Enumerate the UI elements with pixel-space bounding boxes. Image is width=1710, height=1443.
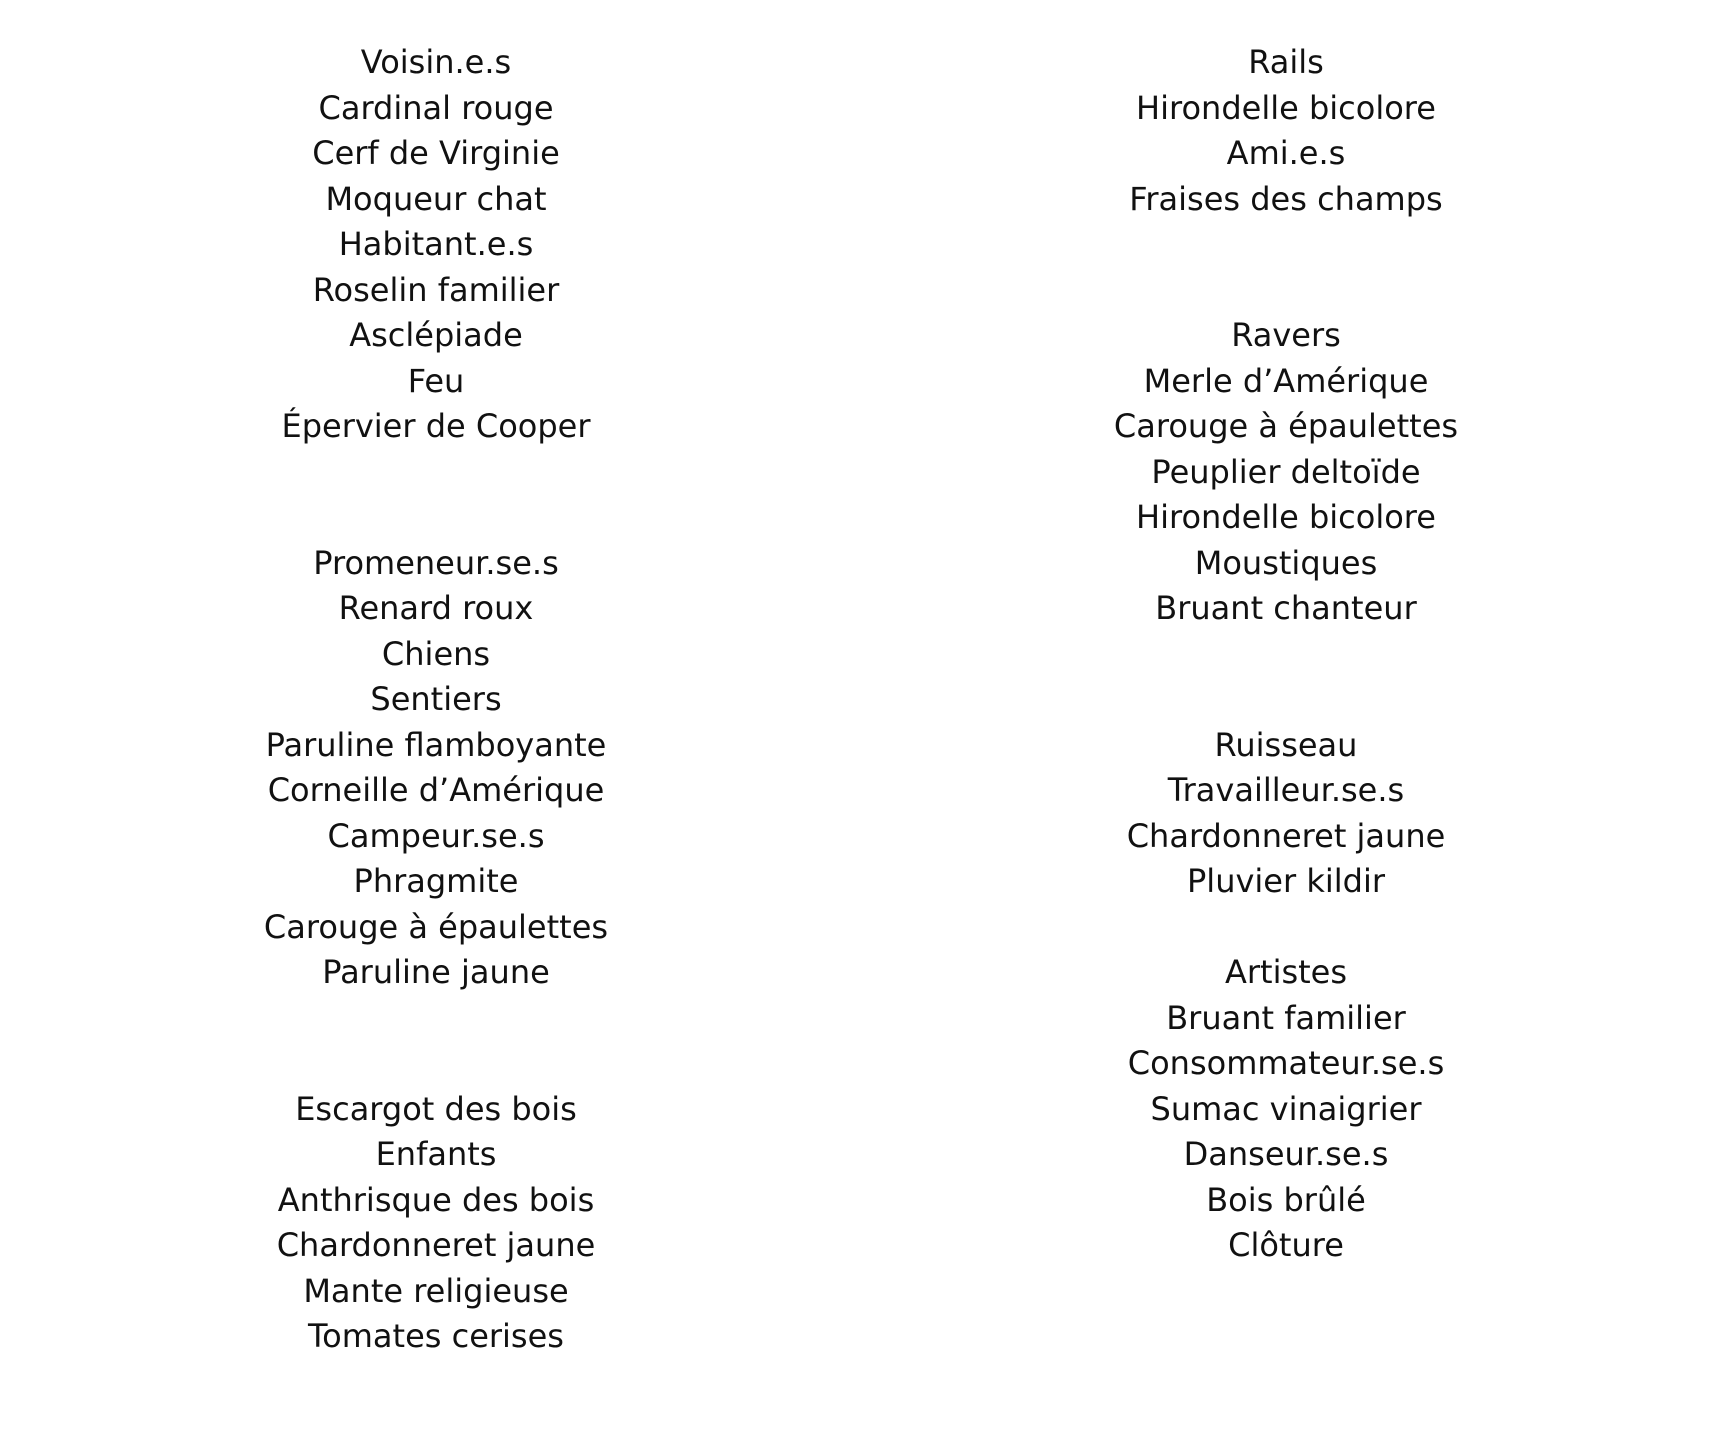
list-item: Peuplier deltoïde (1151, 452, 1421, 491)
list-item: Chardonneret jaune (1126, 816, 1446, 855)
group-spacer (986, 905, 1586, 951)
list-item: Anthrisque des bois (277, 1180, 595, 1219)
list-item: Tomates cerises (308, 1317, 564, 1355)
group-spacer (136, 450, 736, 541)
list-item: Phragmite (353, 862, 519, 900)
left-column (136, 40, 736, 1360)
list-item: Moqueur chat (325, 179, 547, 218)
list-item: Campeur.se.s (327, 816, 545, 855)
list-item: Clôture (1228, 1226, 1344, 1264)
list-item: Merle d’Amérique (1143, 361, 1429, 400)
list-item: Moustiques (1194, 543, 1378, 582)
list-item: Fraises des champs (1129, 179, 1443, 218)
list-item: Roselin familier (312, 270, 560, 309)
list-item: Hirondelle bicolore (1136, 498, 1436, 536)
list-item: Consommateur.se.s (1127, 1044, 1445, 1082)
list-item: Cardinal rouge (318, 88, 554, 127)
list-item: Ami.e.s (1226, 134, 1346, 172)
list-item: Hirondelle bicolore (1136, 88, 1436, 127)
right-group-2 (986, 313, 1586, 632)
list-item: Bruant chanteur (1155, 589, 1417, 627)
list-item: Paruline jaune (322, 953, 550, 991)
list-item: Ravers (1231, 316, 1341, 354)
list-item: Asclépiade (349, 316, 523, 354)
list-item: Mante religieuse (303, 1271, 569, 1310)
list-item: Rails (1248, 43, 1324, 81)
group-spacer (986, 222, 1586, 313)
right-group-4 (986, 950, 1586, 1269)
list-item: Bois brûlé (1206, 1180, 1366, 1219)
right-group-1 (986, 40, 1586, 222)
list-item: Sumac vinaigrier (1150, 1089, 1422, 1128)
list-item: Pluvier kildir (1187, 862, 1385, 900)
list-item: Chiens (381, 634, 491, 673)
list-item: Travailleur.se.s (1167, 771, 1405, 809)
list-item: Bruant familier (1166, 998, 1406, 1037)
list-item: Carouge à épaulettes (263, 907, 609, 946)
list-item: Feu (407, 361, 465, 400)
right-column (986, 40, 1586, 1269)
group-spacer (986, 632, 1586, 723)
list-item: Chardonneret jaune (276, 1226, 596, 1264)
list-item: Voisin.e.s (360, 43, 512, 81)
list-item: Cerf de Virginie (312, 134, 560, 172)
list-item: Sentiers (370, 680, 502, 718)
left-group-1 (136, 40, 736, 450)
list-item: Escargot des bois (295, 1089, 577, 1128)
group-spacer (136, 996, 736, 1087)
list-item: Promeneur.se.s (313, 543, 559, 582)
list-item: Artistes (1224, 953, 1348, 991)
left-group-2 (136, 541, 736, 996)
list-item: Habitant.e.s (338, 225, 534, 263)
list-item: Enfants (375, 1135, 497, 1173)
list-item: Danseur.se.s (1183, 1135, 1389, 1173)
list-item: Épervier de Cooper (281, 407, 591, 445)
list-item: Corneille d’Amérique (267, 771, 605, 809)
list-item: Carouge à épaulettes (1113, 407, 1459, 445)
right-group-3 (986, 723, 1586, 905)
left-group-3 (136, 1087, 736, 1360)
list-item: Renard roux (338, 589, 534, 627)
list-item: Paruline flamboyante (265, 725, 607, 764)
list-item: Ruisseau (1214, 725, 1358, 764)
